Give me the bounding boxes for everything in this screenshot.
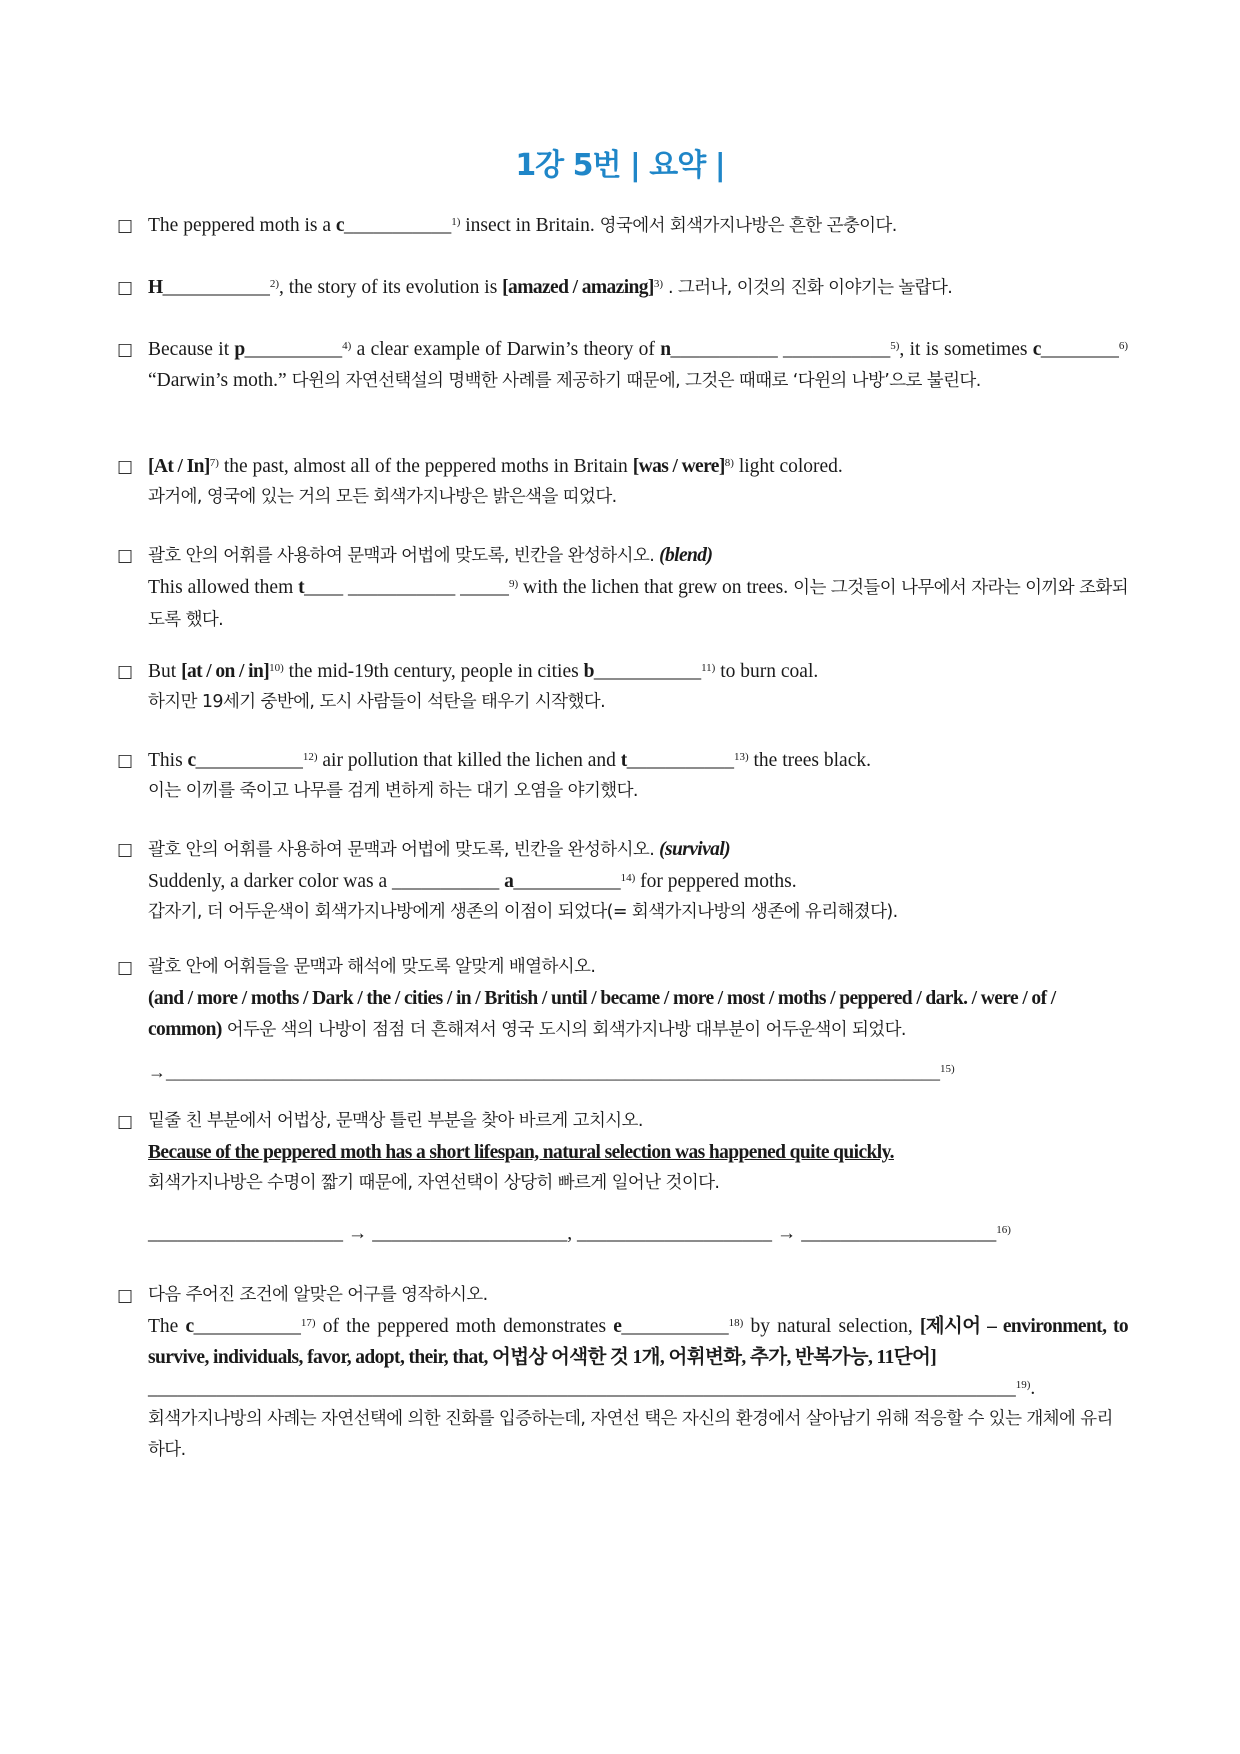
checkbox-icon[interactable]: ☐: [117, 663, 134, 684]
instruction: 괄호 안의 어휘를 사용하여 문맥과 어법에 맞도록, 빈칸을 완성하시오.: [148, 840, 660, 860]
question-11: ☐ 다음 주어진 조건에 알맞은 어구를 영작하시오. The c___________$^{17)}$ of the peppered moth demonstrates e___________$^{18)}$ by natural selection, [제시어 – environment, to survive, individuals, favor, adopt, their, that, 어법상 어색한 것 1개, 어휘변화, 추가, 반복가능, 11단어] _________________________________________________________________________________________$^{19)}$. 회색가지나방의 사례는 자연선택에 의한 진화를 입증하는데, 자연선 택은 자신의 환경에서 살아남기 위해 적응할 수 있는 개체에 유리하다.: [118, 1280, 1128, 1466]
question-10: ☐ 밑줄 친 부분에서 어법상, 문맥상 틀린 부분을 찾아 바르게 고치시오. Because of the peppered moth has a short lifespan, natural selection was happened quite quickly. 회색가지나방은 수명이 짧기 때문에, 자연선택이 상당히 빠르게 일어난 것이다.: [118, 1106, 1128, 1199]
question-6: ☐ But [at / on / in]$^{10)}$ the mid-19th century, people in cities b___________$^{11)}$ to burn coal. 하지만 19세기 중반에, 도시 사람들이 석탄을 태우기 시작했다.: [118, 656, 1128, 718]
checkbox-icon[interactable]: ☐: [117, 841, 134, 862]
checkbox-icon[interactable]: ☐: [117, 1287, 134, 1308]
question-4: ☐ [At / In]$^{7)}$ the past, almost all of the peppered moths in Britain [was / were]$^{8)}$ light colored. 과거에, 영국에 있는 거의 모든 회색가지나방은 밝은색을 띠었다.: [118, 451, 1128, 513]
wrong-blank-2[interactable]: ____________________: [577, 1223, 772, 1244]
fix-blank-1[interactable]: ____________________: [372, 1223, 568, 1244]
choice-bracket[interactable]: [at / on / in]: [181, 661, 270, 682]
choice-bracket[interactable]: [was / were]: [632, 456, 725, 477]
answer-blank-15[interactable]: ______________________________________________________________________________________: [166, 1062, 940, 1082]
answer-blank-11[interactable]: ___________: [593, 661, 702, 682]
question-7: ☐ This c___________$^{12)}$ air pollution that killed the lichen and t___________$^{13)}$ the trees black. 이는 이끼를 죽이고 나무를 검게 변하게 하는 대기 오염을 야기했다.: [118, 745, 1128, 807]
answer-line-15: →______________________________________________________________________________________$^{15)}$: [148, 1062, 955, 1082]
choice-bracket[interactable]: [At / In]: [148, 456, 210, 477]
checkbox-icon[interactable]: ☐: [117, 341, 134, 362]
question-5: ☐ 괄호 안의 어휘를 사용하여 문맥과 어법에 맞도록, 빈칸을 완성하시오. (blend) This allowed them t____ ___________ _____$^{9)}$ with the lichen that grew on trees. 이는 그것들이 나무에서 자라는 이끼와 조화되도록 했다.: [118, 540, 1128, 636]
checkbox-icon[interactable]: ☐: [117, 1113, 134, 1134]
error-sentence: Because of the peppered moth has a short lifespan, natural selection was happened quite quickly.: [148, 1142, 894, 1163]
checkbox-icon[interactable]: ☐: [117, 458, 134, 479]
fix-blank-2[interactable]: ____________________: [801, 1223, 997, 1244]
answer-blank-19[interactable]: _________________________________________________________________________________________: [148, 1378, 1016, 1399]
question-3: ☐ Because it p__________$^{4)}$ a clear example of Darwin’s theory of n___________ ___________$^{5)}$, it is sometimes c________$^{6)}$ “Darwin’s moth.” 다윈의 자연선택설의 명백한 사례를 제공하기 때문에, 그것은 때때로 ‘다윈의 나방’으로 불린다.: [118, 334, 1128, 397]
question-1: ☐ The peppered moth is a c___________$^{1)}$ insect in Britain. 영국에서 회색가지나방은 흔한 곤충이다.: [118, 210, 1128, 242]
instruction: 밑줄 친 부분에서 어법상, 문맥상 틀린 부분을 찾아 바르게 고치시오.: [148, 1111, 643, 1131]
instruction: 괄호 안의 어휘를 사용하여 문맥과 어법에 맞도록, 빈칸을 완성하시오.: [148, 546, 660, 566]
checkbox-icon[interactable]: ☐: [117, 279, 134, 300]
answer-blank-6[interactable]: ________: [1040, 339, 1119, 360]
wrong-blank-1[interactable]: ____________________: [148, 1223, 343, 1244]
answer-blank-1[interactable]: ___________: [343, 215, 452, 236]
instruction: 다음 주어진 조건에 알맞은 어구를 영작하시오.: [148, 1285, 488, 1305]
answer-blank-17[interactable]: ___________: [193, 1316, 301, 1337]
instruction: 괄호 안에 어휘들을 문맥과 해석에 맞도록 알맞게 배열하시오.: [148, 957, 596, 977]
answer-blank-4[interactable]: __________: [244, 339, 343, 360]
answer-blank-14[interactable]: ___________: [513, 871, 621, 892]
answer-blank-13[interactable]: ___________: [626, 750, 734, 771]
checkbox-icon[interactable]: ☐: [117, 217, 134, 238]
answer-blank-18[interactable]: ___________: [621, 1316, 729, 1337]
checkbox-icon[interactable]: ☐: [117, 547, 134, 568]
word-bank: (and / more / moths / Dark / the / cities / in / British / until / became / more / most / moths / peppered / dark. / were / of / common): [148, 988, 1056, 1040]
condition-bracket: [제시어 – environment, to survive, individuals, favor, adopt, their, that, 어법상 어색한 것 1개, 어휘변화, 추가, 반복가능, 11단어]: [148, 1316, 1129, 1368]
answer-blank-12[interactable]: ___________: [195, 750, 303, 771]
question-8: ☐ 괄호 안의 어휘를 사용하여 문맥과 어법에 맞도록, 빈칸을 완성하시오. (survival) Suddenly, a darker color was a ___________ a___________$^{14)}$ for peppered moths. 갑자기, 더 어두운색이 회색가지나방에게 생존의 이점이 되었다(= 회색가지나방의 생존에 유리해졌다).: [118, 834, 1128, 928]
answer-blank-2[interactable]: ___________: [162, 277, 270, 298]
answer-blank-9[interactable]: ____ ___________ _____: [304, 577, 509, 598]
arrow-icon: →: [343, 1223, 373, 1244]
correction-row-16: ____________________ → ____________________, ____________________ → ____________________$^{16)}$: [148, 1223, 1011, 1244]
arrow-icon: →: [148, 1062, 166, 1082]
arrow-icon: →: [772, 1223, 802, 1244]
checkbox-icon[interactable]: ☐: [117, 959, 134, 980]
answer-blank-14a[interactable]: ___________: [392, 871, 505, 892]
page-title: 1강 5번 | 요약 |: [515, 148, 725, 183]
checkbox-icon[interactable]: ☐: [117, 752, 134, 773]
choice-bracket[interactable]: [amazed / amazing]: [502, 277, 654, 298]
answer-blank-5[interactable]: ___________ ___________: [670, 339, 891, 360]
question-2: ☐ H___________$^{2)}$, the story of its evolution is [amazed / amazing]$^{3)}$ . 그러나, 이것의 진화 이야기는 놀랍다.: [118, 272, 1128, 304]
question-9: ☐ 괄호 안에 어휘들을 문맥과 해석에 맞도록 알맞게 배열하시오. (and / more / moths / Dark / the / cities / in / British / until / became / more / most / moths / peppered / dark. / were / of / common) 어두운 색의 나방이 점점 더 흔해져서 영국 도시의 회색가지나방 대부분이 어두운색이 되었다.: [118, 952, 1128, 1046]
